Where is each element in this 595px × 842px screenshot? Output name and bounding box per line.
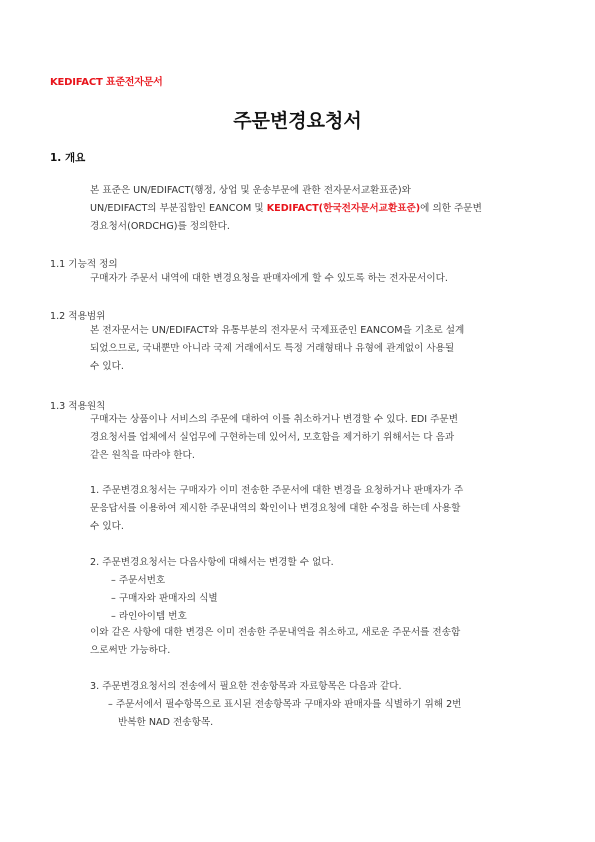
p1-line-2: 문응답서를 이용하여 제시한 주문내역의 확인이나 변경요청에 대한 수정을 하는데 사용할 (90, 503, 461, 514)
p3-bullet-line-2: 반복한 NAD 전송항목. (118, 717, 214, 728)
principle-3-bullet (108, 696, 538, 732)
s12-line-3: 수 있다. (90, 361, 124, 372)
p1-line-3: 수 있다. (90, 521, 124, 532)
section-1-2-paragraph (90, 322, 543, 376)
section-1-heading: 1. 개요 (50, 152, 86, 164)
intro-line-2-a: UN/EDIFACT의 부분집합인 EANCOM 및 (90, 203, 267, 214)
intro-paragraph (90, 182, 543, 236)
p2-after-line-2: 으로써만 가능하다. (90, 645, 171, 656)
s13-line-1: 구매자는 상품이나 서비스의 주문에 대하여 이를 취소하거나 변경할 수 있다. EDI 주문변 (90, 414, 458, 425)
bullet-buyer-seller-id: – 구매자와 판매자의 식별 (111, 593, 218, 604)
section-1-3-paragraph (90, 411, 543, 465)
p1-line-1: 1. 주문변경요청서는 구매자가 이미 전송한 주문서에 대한 변경을 요청하거나 판매자가 주 (90, 485, 464, 496)
p3-bullet-line-1: – 주문서에서 필수항목으로 표시된 전송항목과 구매자와 판매자를 식별하기 위해 2번 (108, 699, 462, 710)
intro-line-2-b: 에 의한 주문변 (420, 203, 482, 214)
principle-1-paragraph (90, 482, 543, 536)
s12-line-1: 본 전자문서는 UN/EDIFACT와 유통부분의 전자문서 국제표준인 EANCOM을 기초로 설계 (90, 325, 465, 336)
document-title: 주문변경요청서 (233, 110, 362, 132)
document-header-label: KEDIFACT 표준전자문서 (50, 77, 163, 88)
section-1-1-text: 구매자가 주문서 내역에 대한 변경요청을 판매자에게 할 수 있도록 하는 전자문서이다. (90, 273, 448, 284)
s13-line-3: 같은 원칙을 따라야 한다. (90, 450, 195, 461)
s12-line-2: 되었으므로, 국내뿐만 아니라 국제 거래에서도 특정 거래형태나 유형에 관계없이 사용될 (90, 343, 455, 354)
p2-after-line-1: 이와 같은 사항에 대한 변경은 이미 전송한 주문내역을 취소하고, 새로운 주문서를 전송함 (90, 627, 461, 638)
section-1-1-heading: 1.1 기능적 정의 (50, 259, 118, 270)
section-1-2-heading: 1.2 적용범위 (50, 311, 106, 322)
section-1-3-heading: 1.3 적용원칙 (50, 401, 106, 412)
principle-2-after (90, 624, 543, 660)
intro-line-2 (90, 200, 543, 218)
s13-line-2: 경요청서를 업체에서 실업무에 구현하는데 있어서, 모호함을 제거하기 위해서는 다 음과 (90, 432, 455, 443)
principle-2-line-1: 2. 주문변경요청서는 다음사항에 대해서는 변경할 수 없다. (90, 557, 334, 568)
kedifact-highlight: KEDIFACT(한국전자문서교환표준) (266, 203, 421, 214)
principle-3-line-1: 3. 주문변경요청서의 전송에서 필요한 전송항목과 자료항목은 다음과 같다. (90, 681, 402, 692)
bullet-order-number: – 주문서번호 (111, 575, 166, 586)
bullet-line-item-number: – 라인아이템 번호 (111, 611, 187, 622)
intro-line-3: 경요청서(ORDCHG)를 정의한다. (90, 221, 230, 232)
intro-line-1: 본 표준은 UN/EDIFACT(행정, 상업 및 운송부문에 관한 전자문서교환표준)와 (90, 185, 411, 196)
